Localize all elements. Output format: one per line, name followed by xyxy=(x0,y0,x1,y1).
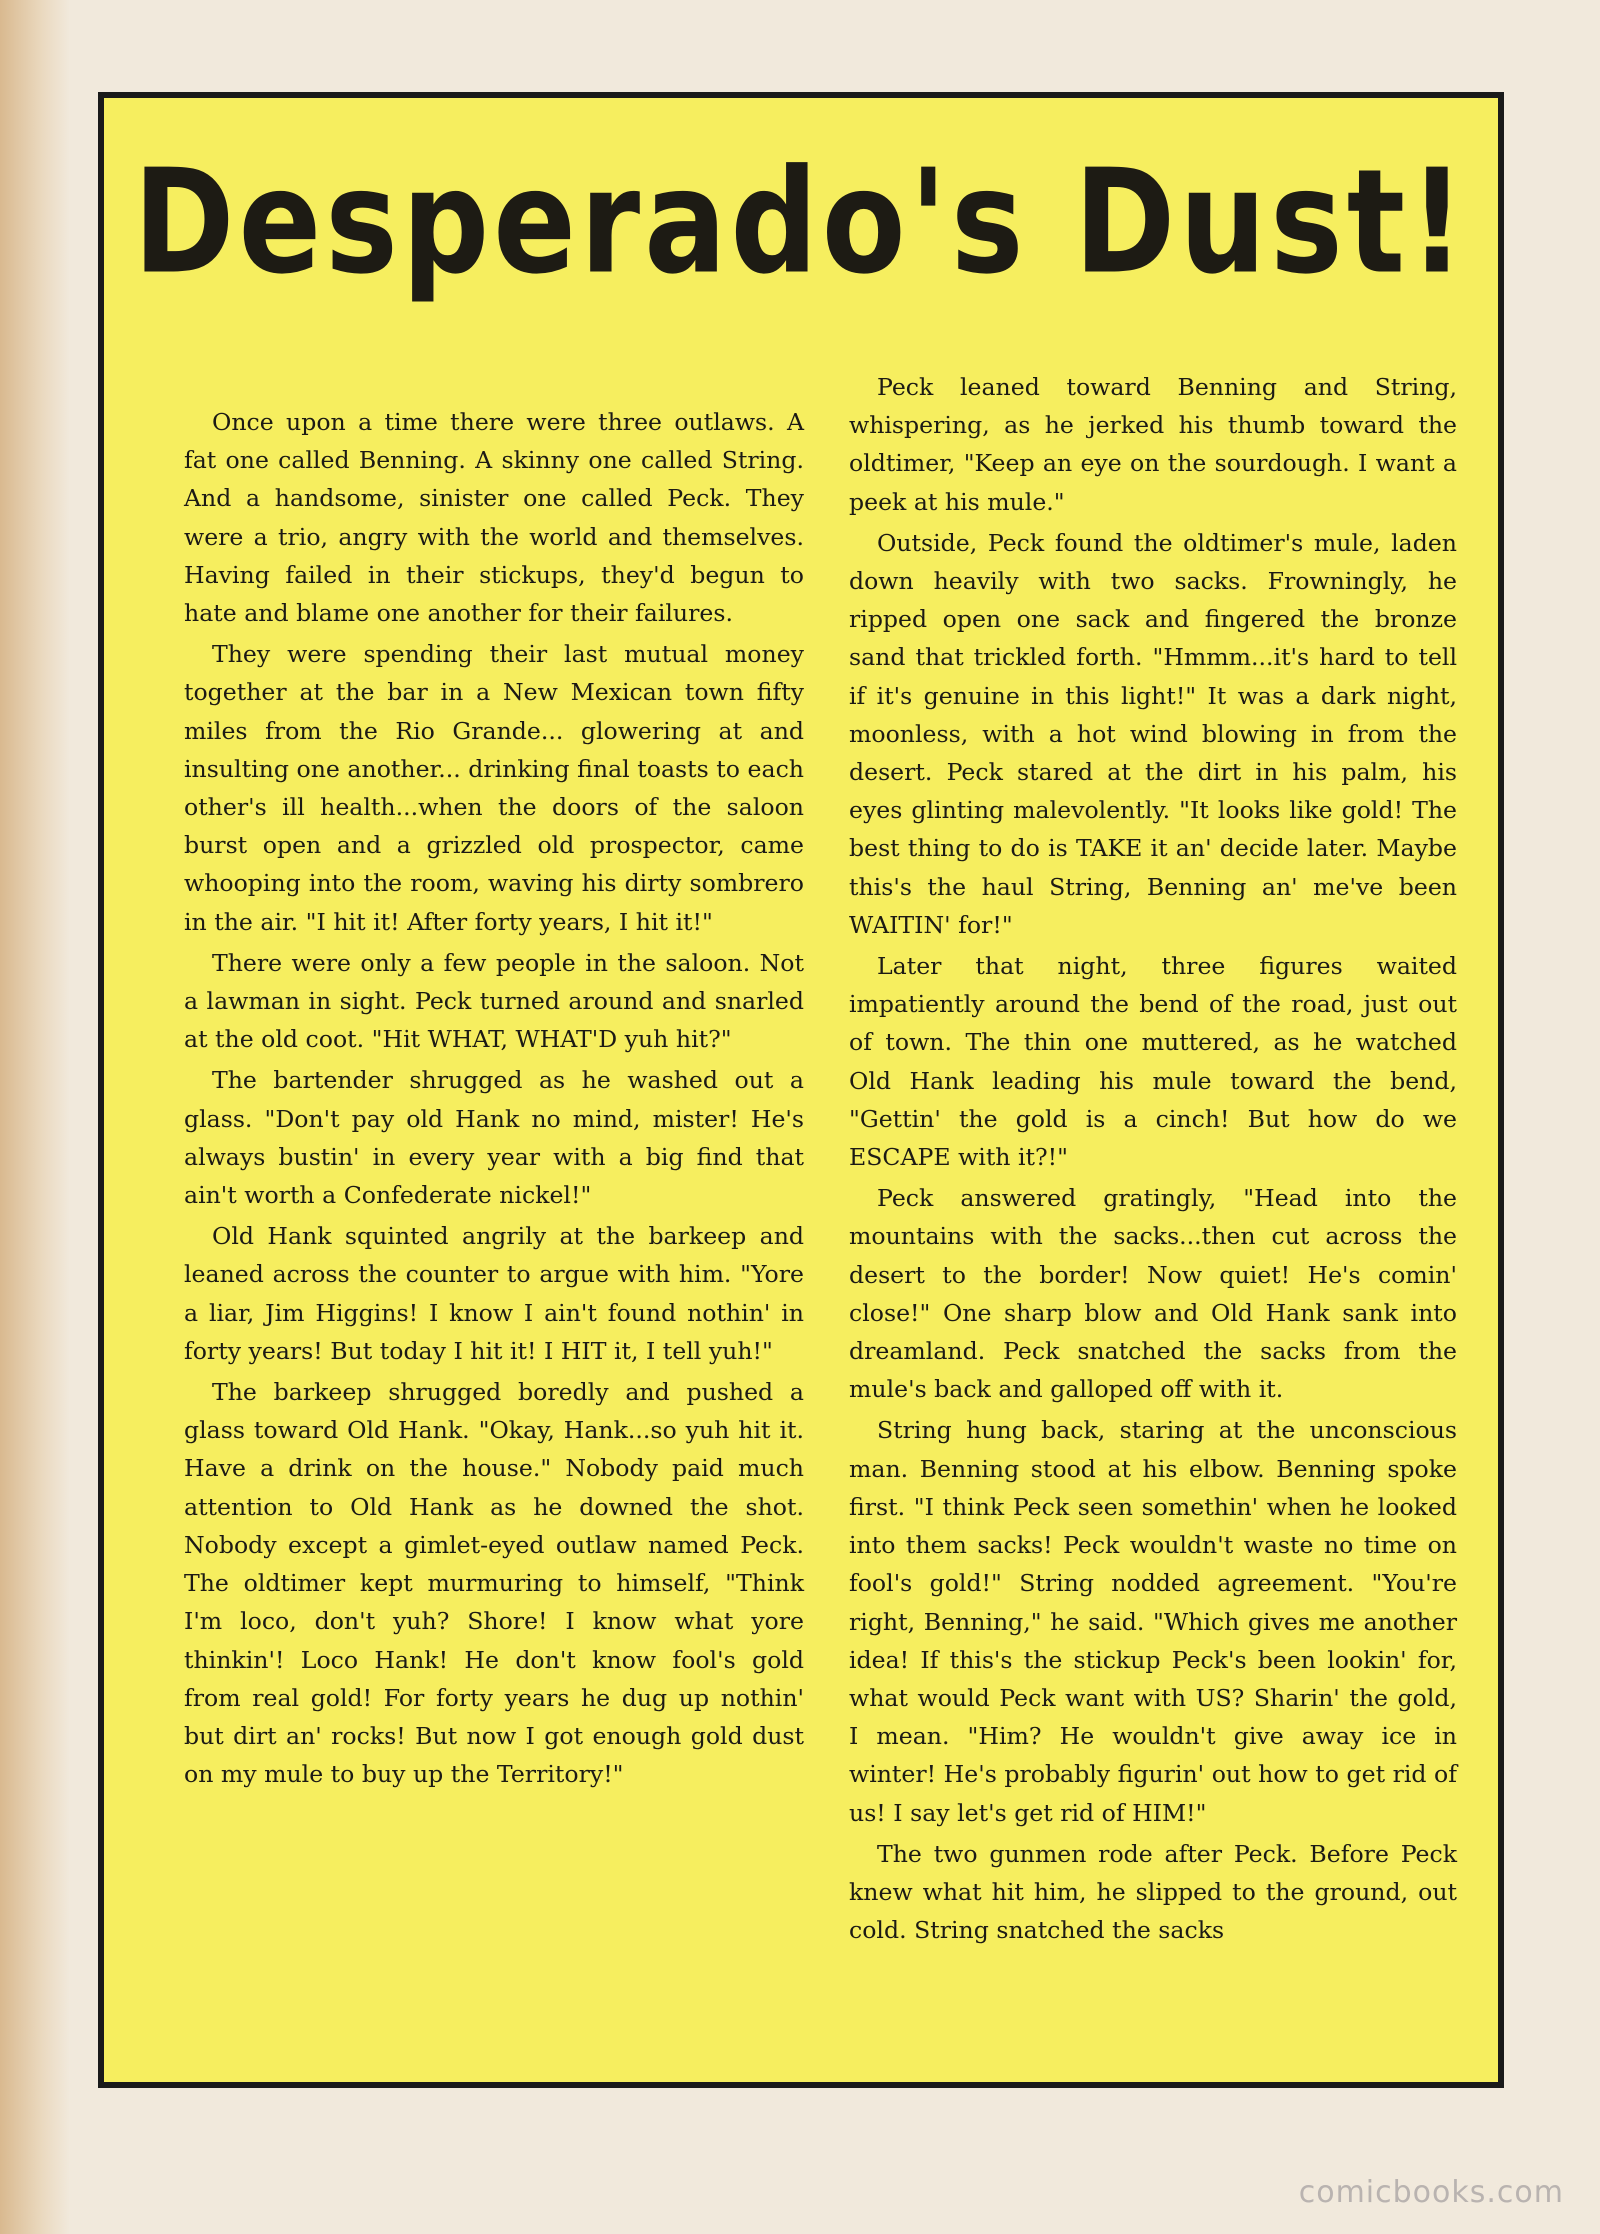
paragraph: The barkeep shrugged boredly and pushed a glass toward Old Hank. "Okay, Hank...so yuh hit it. Have a drink on the house." Nobody paid much attention to Old Hank as he downed the shot. Nobody except a gimlet-eyed outlaw named Peck. The oldtimer kept murmuring to himself, "Think I'm loco, don't yuh? Shore! I know what yore thinkin'! Loco Hank! He don't know fool's gold from real gold! For forty years he dug up nothin' but dirt an' rocks! But now I got enough gold dust on my mule to buy up the Territory!" xyxy=(184,1378,804,1789)
paragraph: Once upon a time there were three outlaws. A fat one called Benning. A skinny one called String. And a handsome, sinister one called Peck. They were a trio, angry with the world and themselves. Having failed in their stickups, they'd begun to hate and blame one another for their failures. xyxy=(184,408,804,628)
story-title: Desperado's Dust! xyxy=(133,138,1469,306)
watermark: comicbooks.com xyxy=(1298,2175,1564,2210)
paragraph: Old Hank squinted angrily at the barkeep and leaned across the counter to argue with him. "Yore a liar, Jim Higgins! I know I ain't found nothin' in forty years! But today I hit it! I HIT it, I tell yuh!" xyxy=(184,1222,804,1365)
page-edge xyxy=(0,0,70,2234)
paragraph: There were only a few people in the saloon. Not a lawman in sight. Peck turned around and snarled at the old coot. "Hit WHAT, WHAT'D yuh hit?" xyxy=(184,948,804,1054)
paragraph: Later that night, three figures waited impatiently around the bend of the road, just out of town. The thin one muttered, as he watched Old Hank leading his mule toward the bend, "Gettin' the gold is a cinch! But how do we ESCAPE with it?!" xyxy=(849,952,1457,1172)
paragraph: Peck answered gratingly, "Head into the mountains with the sacks...then cut across the desert to the border! Now quiet! He's comin' close!" One sharp blow and Old Hank sank into dreamland. Peck snatched the sacks from the mule's back and galloped off with it. xyxy=(849,1184,1457,1404)
paragraph: The two gunmen rode after Peck. Before Peck knew what hit him, he slipped to the ground, out cold. String snatched the sacks xyxy=(849,1839,1457,1945)
paragraph: String hung back, staring at the unconscious man. Benning stood at his elbow. Benning spoke first. "I think Peck seen somethin' when he looked into them sacks! Peck wouldn't waste no time on fool's gold!" String nodded agreement. "You're right, Benning," he said. "Which gives me another idea! If this's the stickup Peck's been lookin' for, what would Peck want with US? Sharin' the gold, I mean. "Him? He wouldn't give away ice in winter! He's probably figurin' out how to get rid of us! I say let's get rid of HIM!" xyxy=(849,1416,1457,1827)
right-column xyxy=(849,368,1457,1952)
paragraph: Outside, Peck found the oldtimer's mule, laden down heavily with two sacks. Frowningly, he ripped open one sack and fingered the bronze sand that trickled forth. "Hmmm...it's hard to tell if it's genuine in this light!" It was a dark night, moonless, with a hot wind blowing in from the desert. Peck stared at the dirt in his palm, his eyes glinting malevolently. "It looks like gold! The best thing to do is TAKE it an' decide later. Maybe this's the haul String, Benning an' me've been WAITIN' for!" xyxy=(849,528,1457,939)
left-column xyxy=(184,403,804,1796)
paragraph: They were spending their last mutual money together at the bar in a New Mexican town fifty miles from the Rio Grande... glowering at and insulting one another... drinking final toasts to each other's ill health...when the doors of the saloon burst open and a grizzled old prospector, came whooping into the room, waving his dirty sombrero in the air. "I hit it! After forty years, I hit it!" xyxy=(184,640,804,936)
paragraph: Peck leaned toward Benning and String, whispering, as he jerked his thumb toward the oldtimer, "Keep an eye on the sourdough. I want a peek at his mule." xyxy=(849,373,1457,516)
paragraph: The bartender shrugged as he washed out a glass. "Don't pay old Hank no mind, mister! He's always bustin' in every year with a big find that ain't worth a Confederate nickel!" xyxy=(184,1066,804,1210)
story-panel xyxy=(98,92,1504,2088)
